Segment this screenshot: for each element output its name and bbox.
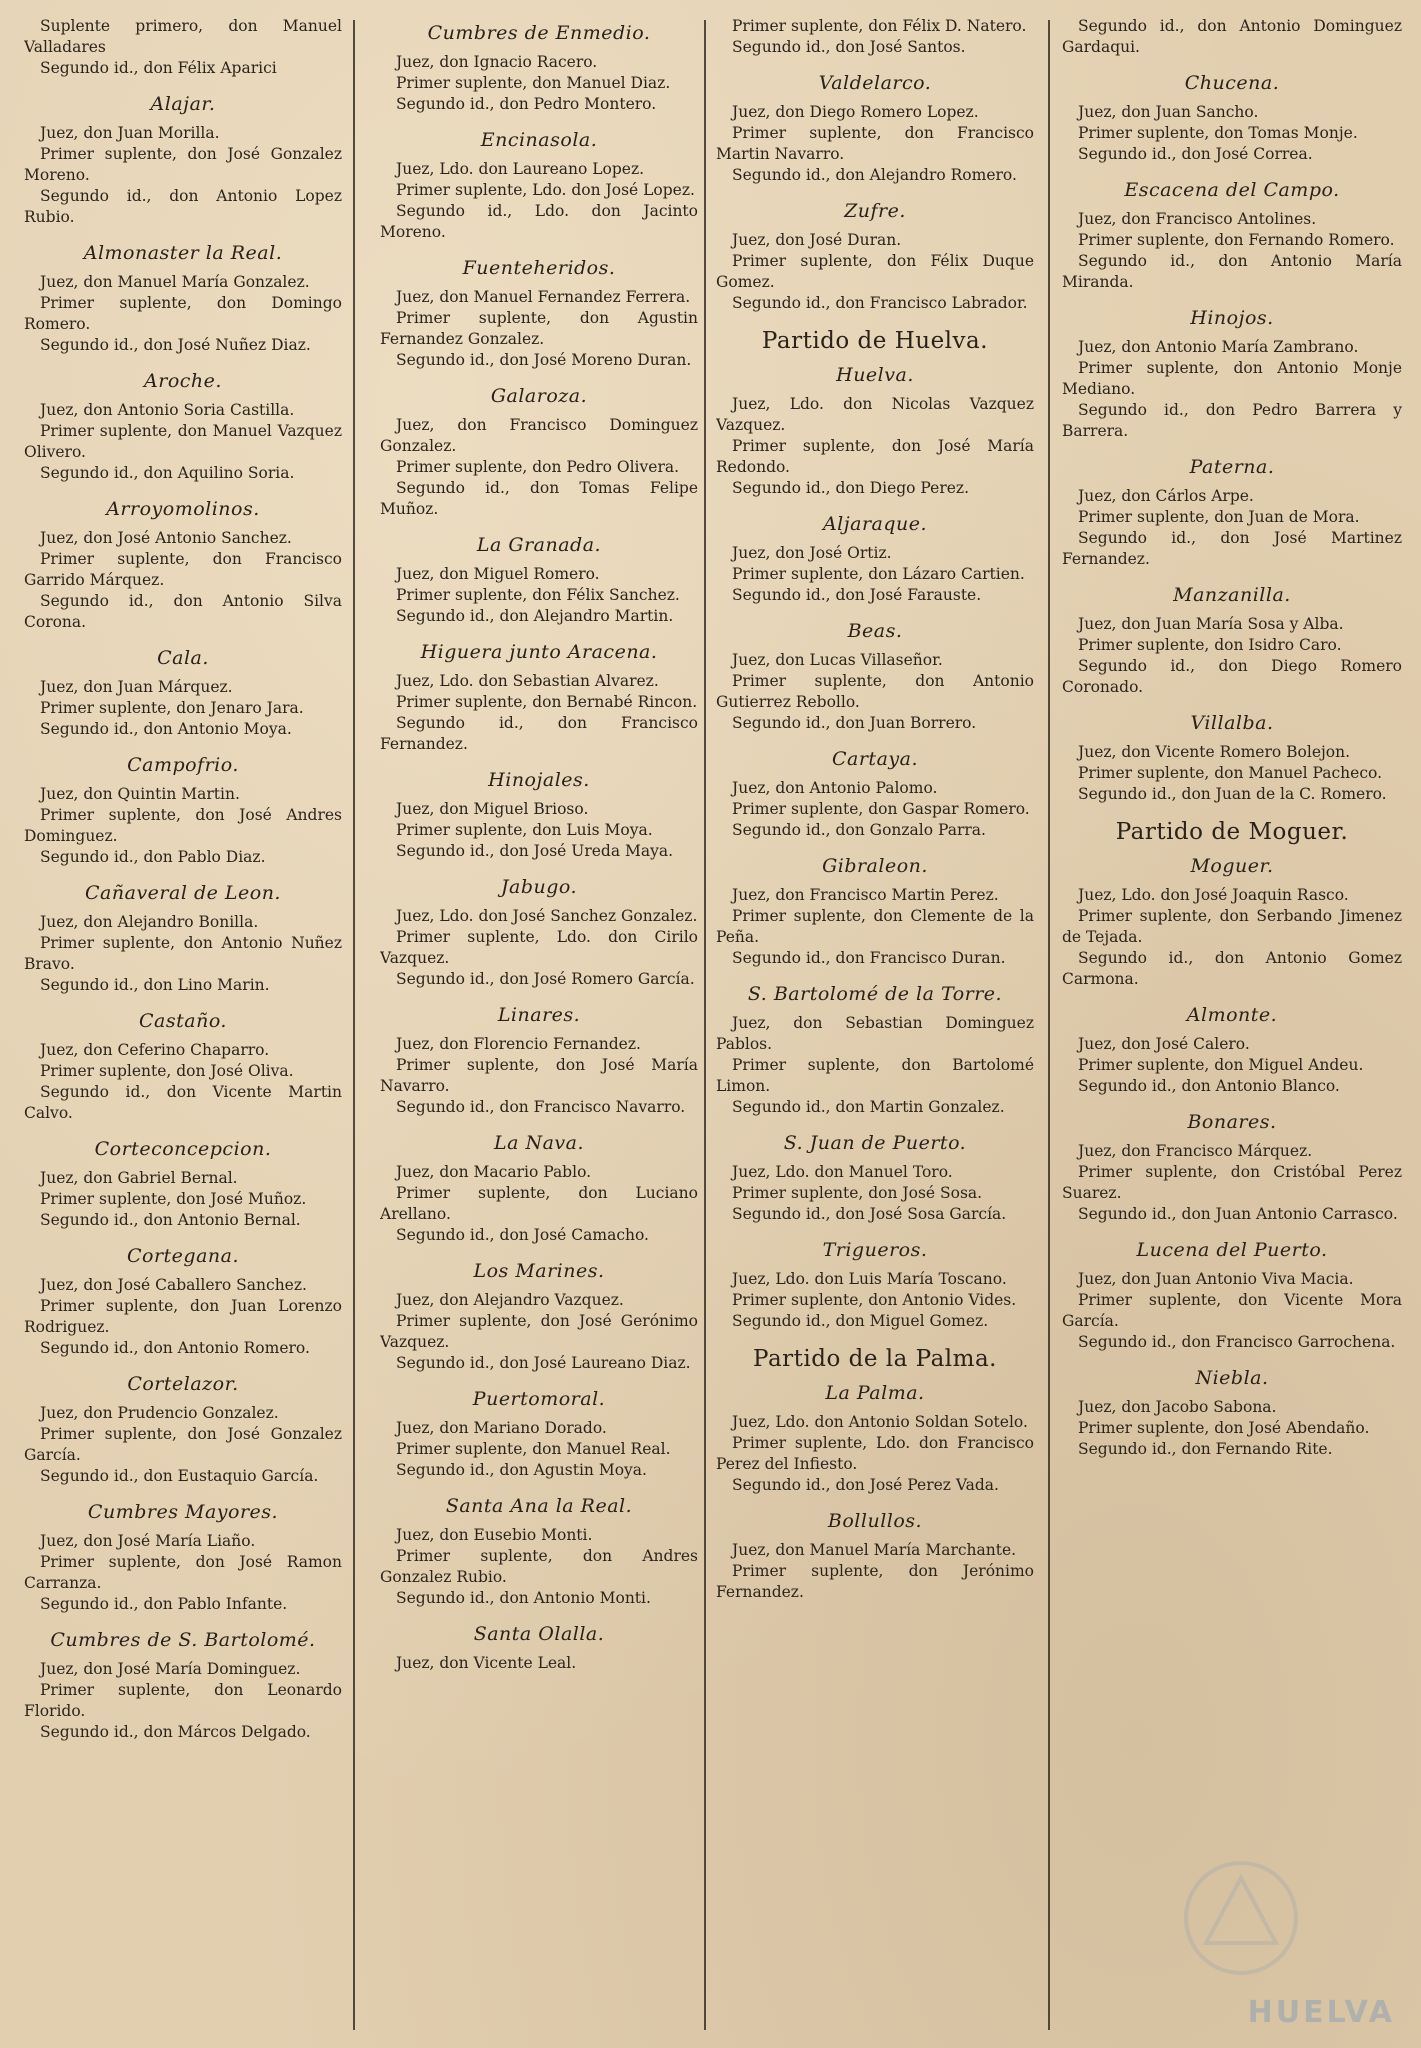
- appointment-entry: Segundo id., don Antonio Bernal.: [40, 1211, 301, 1229]
- appointment-entry: Segundo id., don Antonio Moya.: [40, 720, 292, 738]
- appointment-entry: Juez, don Antonio María Zambrano.: [1078, 338, 1359, 356]
- municipality-heading: Almonte.: [1186, 1004, 1278, 1026]
- appointment-entry: Juez, don Vicente Leal.: [396, 1654, 577, 1672]
- appointment-entry: Primer suplente, don Antonio Monje Mediano.: [1062, 359, 1402, 398]
- municipality-heading: Hinojales.: [488, 769, 590, 791]
- municipality-heading: La Nava.: [493, 1132, 585, 1154]
- municipality-section: [24, 1245, 342, 1359]
- municipality-section: [24, 754, 342, 868]
- municipality-section: [380, 129, 698, 243]
- municipality-heading: Galaroza.: [490, 385, 588, 407]
- municipality-heading: Jabugo.: [500, 876, 578, 898]
- appointment-entry: Primer suplente, don Andres Gonzalez Rubio.: [380, 1547, 698, 1586]
- appointment-entry: Juez, don Miguel Brioso.: [396, 800, 589, 818]
- municipality-heading: S. Juan de Puerto.: [783, 1132, 967, 1154]
- column-rule: [704, 20, 706, 2030]
- appointment-entry: Segundo id., don José Correa.: [1078, 145, 1313, 163]
- municipality-section: [716, 513, 1034, 606]
- municipality-heading: Bonares.: [1187, 1111, 1277, 1133]
- appointment-entry: Juez, don Alejandro Vazquez.: [396, 1291, 624, 1309]
- watermark-text: HUELVA: [1247, 1995, 1395, 2030]
- appointment-entry: Primer suplente, don Luis Moya.: [396, 821, 653, 839]
- appointment-entry: Primer suplente, Ldo. don Francisco Perez del Infiesto.: [716, 1434, 1034, 1473]
- appointment-entry: Primer suplente, don José Gonzalez Moreno.: [24, 145, 342, 184]
- appointment-entry: Juez, don José Calero.: [1078, 1035, 1250, 1053]
- appointment-entry: Primer suplente, don Clemente de la Peña.: [716, 907, 1034, 946]
- municipality-section: [716, 1346, 1034, 1496]
- appointment-entry: Juez, Ldo. don Antonio Soldan Sotelo.: [732, 1413, 1028, 1431]
- municipality-section: [1062, 1004, 1402, 1097]
- appointment-entry: Primer suplente, don José Gonzalez García.: [24, 1425, 342, 1464]
- municipality-heading: Huelva.: [836, 364, 914, 386]
- appointment-entry: Primer suplente, don José Muñoz.: [40, 1190, 307, 1208]
- appointment-entry: Segundo id., don Aquilino Soria.: [40, 464, 295, 482]
- municipality-section: [716, 620, 1034, 734]
- appointment-entry: Primer suplente, don Serbando Jimenez de Tejada.: [1062, 907, 1402, 946]
- appointment-entry: Segundo id., don Francisco Navarro.: [396, 1098, 686, 1116]
- appointment-entry: Segundo id., don Antonio Silva Corona.: [24, 592, 342, 631]
- appointment-entry: Juez, don Ignacio Racero.: [396, 53, 598, 71]
- appointment-entry: Primer suplente, don Manuel Vazquez Olivero.: [24, 422, 342, 461]
- appointment-entry: Primer suplente, don Francisco Garrido Márquez.: [24, 550, 342, 589]
- appointment-entry: Juez, don Lucas Villaseñor.: [732, 651, 943, 669]
- municipality-heading: Valdelarco.: [818, 72, 932, 94]
- appointment-entry: Segundo id., don José Santos.: [732, 38, 966, 56]
- municipality-heading: Zufre.: [844, 200, 906, 222]
- appointment-entry: Juez, don José Ortiz.: [732, 544, 892, 562]
- district-heading: Partido de Moguer.: [1115, 819, 1349, 845]
- municipality-heading: Castaño.: [139, 1010, 227, 1032]
- municipality-section: [24, 1138, 342, 1231]
- appointment-entry: Juez, don Prudencio Gonzalez.: [40, 1404, 279, 1422]
- appointment-entry: Primer suplente, don Félix Sanchez.: [396, 586, 680, 604]
- municipality-heading: Cartaya.: [831, 748, 918, 770]
- municipality-section: [380, 769, 698, 862]
- appointment-entry: Juez, don Francisco Márquez.: [1078, 1142, 1313, 1160]
- appointment-entry: Segundo id., don Francisco Fernandez.: [380, 714, 698, 753]
- appointment-entry: Juez, don José Duran.: [732, 231, 902, 249]
- appointment-entry: Segundo id., don José Ureda Maya.: [396, 842, 674, 860]
- appointment-entry: Juez, Ldo. don Laureano Lopez.: [396, 160, 645, 178]
- appointment-entry: Segundo id., don José Romero García.: [396, 970, 695, 988]
- appointment-entry: Segundo id., don Agustin Moya.: [396, 1461, 647, 1479]
- municipality-heading: Fuenteheridos.: [462, 257, 616, 279]
- municipality-heading: Los Marines.: [473, 1260, 605, 1282]
- column-4: [1062, 16, 1402, 2036]
- municipality-section: [716, 1510, 1034, 1603]
- appointment-entry: Segundo id., don Juan Antonio Carrasco.: [1078, 1205, 1398, 1223]
- municipality-heading: Campofrio.: [127, 754, 239, 776]
- municipality-heading: La Palma.: [825, 1382, 925, 1404]
- appointment-entry: Juez, don Macario Pablo.: [396, 1163, 592, 1181]
- appointment-entry: Segundo id., don Antonio Blanco.: [1078, 1077, 1340, 1095]
- appointment-entry: Juez, don Vicente Romero Bolejon.: [1078, 743, 1351, 761]
- appointment-entry: Juez, don Cárlos Arpe.: [1078, 487, 1254, 505]
- municipality-section: [24, 16, 342, 79]
- municipality-heading: Cumbres Mayores.: [87, 1501, 279, 1523]
- appointment-entry: Juez, don Francisco Dominguez Gonzalez.: [380, 416, 698, 455]
- municipality-heading: Paterna.: [1189, 456, 1275, 478]
- municipality-heading: Escacena del Campo.: [1124, 179, 1340, 201]
- appointment-entry: Primer suplente, don Vicente Mora García.: [1062, 1291, 1402, 1330]
- municipality-heading: Corteconcepcion.: [94, 1138, 272, 1160]
- municipality-heading: Santa Ana la Real.: [445, 1495, 633, 1517]
- municipality-heading: Moguer.: [1190, 855, 1274, 877]
- municipality-section: [380, 876, 698, 990]
- appointment-entry: Primer suplente, don José Gerónimo Vazquez.: [380, 1312, 698, 1351]
- appointment-entry: Segundo id., don Alejandro Romero.: [732, 166, 1017, 184]
- appointment-entry: Primer suplente, don Agustin Fernandez Gonzalez.: [380, 309, 698, 348]
- appointment-entry: Segundo id., Ldo. don Jacinto Moreno.: [380, 202, 698, 241]
- appointment-entry: Segundo id., don Francisco Garrochena.: [1078, 1333, 1396, 1351]
- municipality-heading: Alajar.: [150, 93, 216, 115]
- appointment-entry: Segundo id., don Antonio Monti.: [396, 1589, 651, 1607]
- municipality-heading: Aljaraque.: [822, 513, 928, 535]
- municipality-heading: Cumbres de S. Bartolomé.: [50, 1629, 316, 1651]
- appointment-entry: Segundo id., don José Farauste.: [732, 586, 982, 604]
- appointment-entry: Segundo id., don Diego Romero Coronado.: [1062, 657, 1402, 696]
- appointment-entry: Juez, don Manuel María Marchante.: [732, 1541, 1017, 1559]
- appointment-entry: Juez, don Juan Antonio Viva Macia.: [1078, 1270, 1354, 1288]
- column-3: [716, 16, 1034, 2036]
- appointment-entry: Juez, don Mariano Dorado.: [396, 1419, 607, 1437]
- appointment-entry: Primer suplente, don Antonio Nuñez Bravo.: [24, 934, 342, 973]
- appointment-entry: Primer suplente, don Isidro Caro.: [1078, 636, 1342, 654]
- appointment-entry: Juez, don Sebastian Dominguez Pablos.: [716, 1014, 1034, 1053]
- appointment-entry: Primer suplente, don Fernando Romero.: [1078, 231, 1395, 249]
- appointment-entry: Segundo id., don Pedro Barrera y Barrera.: [1062, 401, 1402, 440]
- municipality-section: [716, 16, 1034, 58]
- appointment-entry: Primer suplente, don Tomas Monje.: [1078, 124, 1358, 142]
- municipality-section: [1062, 712, 1402, 805]
- municipality-heading: Santa Olalla.: [473, 1623, 605, 1645]
- appointment-entry: Primer suplente, don José Abendaño.: [1078, 1419, 1370, 1437]
- district-heading: Partido de Huelva.: [761, 328, 989, 354]
- appointment-entry: Primer suplente, don Cristóbal Perez Suarez.: [1062, 1163, 1402, 1202]
- appointment-entry: Juez, don Antonio Soria Castilla.: [40, 401, 295, 419]
- municipality-section: [1062, 307, 1402, 442]
- municipality-section: [716, 1132, 1034, 1225]
- appointment-entry: Primer suplente, Ldo. don Cirilo Vazquez.: [380, 928, 698, 967]
- appointment-entry: Primer suplente, don José Andres Dominguez.: [24, 806, 342, 845]
- municipality-heading: Cala.: [157, 647, 209, 669]
- municipality-heading: Almonaster la Real.: [83, 242, 283, 264]
- municipality-section: [24, 370, 342, 484]
- appointment-entry: Primer suplente, don Manuel Pacheco.: [1078, 764, 1383, 782]
- appointment-entry: Juez, don Francisco Martin Perez.: [732, 886, 999, 904]
- municipality-heading: Cumbres de Enmedio.: [427, 22, 651, 44]
- appointment-entry: Primer suplente, don Bernabé Rincon.: [396, 693, 698, 711]
- appointment-entry: Juez, don Antonio Palomo.: [732, 779, 938, 797]
- municipality-section: [716, 72, 1034, 186]
- appointment-entry: Segundo id., don Antonio Romero.: [40, 1339, 310, 1357]
- appointment-entry: Segundo id., don Lino Marin.: [40, 976, 270, 994]
- municipality-heading: Lucena del Puerto.: [1136, 1239, 1328, 1261]
- appointment-entry: Segundo id., don Pablo Infante.: [40, 1595, 288, 1613]
- appointment-entry: Primer suplente, don Juan de Mora.: [1078, 508, 1360, 526]
- municipality-section: [716, 748, 1034, 841]
- appointment-entry: Segundo id., don José Perez Vada.: [732, 1476, 999, 1494]
- appointment-entry: Segundo id., don Juan de la C. Romero.: [1078, 785, 1387, 803]
- appointment-entry: Primer suplente, don Luciano Arellano.: [380, 1184, 698, 1223]
- appointment-entry: Juez, don Manuel María Gonzalez.: [40, 273, 310, 291]
- municipality-section: [24, 1501, 342, 1615]
- municipality-section: [380, 534, 698, 627]
- appointment-entry: Primer suplente, don Francisco Martin Navarro.: [716, 124, 1034, 163]
- appointment-entry: Segundo id., don Alejandro Martin.: [396, 607, 674, 625]
- appointment-entry: Segundo id., don Francisco Duran.: [732, 949, 1006, 967]
- appointment-entry: Juez, don Jacobo Sabona.: [1078, 1398, 1277, 1416]
- appointment-entry: Juez, Ldo. don Sebastian Alvarez.: [396, 672, 659, 690]
- municipality-heading: Aroche.: [144, 370, 222, 392]
- appointment-entry: Juez, don Juan Sancho.: [1078, 103, 1259, 121]
- appointment-entry: Primer suplente, don Manuel Real.: [396, 1440, 671, 1458]
- appointment-entry: Primer suplente, don Lázaro Cartien.: [732, 565, 1025, 583]
- municipality-heading: Trigueros.: [822, 1239, 928, 1261]
- municipality-heading: Gibraleon.: [822, 855, 928, 877]
- appointment-entry: Juez, Ldo. don José Joaquin Rasco.: [1078, 886, 1349, 904]
- appointment-entry: Juez, don Alejandro Bonilla.: [40, 913, 259, 931]
- municipality-section: [1062, 1111, 1402, 1225]
- municipality-section: [24, 1629, 342, 1743]
- municipality-heading: Arroyomolinos.: [106, 498, 260, 520]
- appointment-entry: Juez, don José Antonio Sanchez.: [40, 529, 292, 547]
- municipality-section: [380, 1495, 698, 1609]
- appointment-entry: Segundo id., don Juan Borrero.: [732, 714, 977, 732]
- appointment-entry: Primer suplente, don Bartolomé Limon.: [716, 1056, 1034, 1095]
- appointment-entry: Juez, don Diego Romero Lopez.: [732, 103, 979, 121]
- appointment-entry: Juez, don José María Dominguez.: [40, 1660, 301, 1678]
- appointment-entry: Primer suplente, don Félix D. Natero.: [732, 17, 1027, 35]
- municipality-section: [716, 200, 1034, 314]
- appointment-entry: Segundo id., don Pablo Diaz.: [40, 848, 266, 866]
- appointment-entry: Segundo id., don Miguel Gomez.: [732, 1312, 989, 1330]
- appointment-entry: Juez, don Ceferino Chaparro.: [40, 1041, 270, 1059]
- appointment-entry: Primer suplente, don Juan Lorenzo Rodriguez.: [24, 1297, 342, 1336]
- appointment-entry: Primer suplente, don José Oliva.: [40, 1062, 294, 1080]
- appointment-entry: Segundo id., don Márcos Delgado.: [40, 1723, 311, 1741]
- municipality-section: [380, 641, 698, 755]
- municipality-section: [380, 1260, 698, 1374]
- appointment-entry: Juez, don Juan María Sosa y Alba.: [1078, 615, 1344, 633]
- municipality-heading: Bollullos.: [827, 1510, 923, 1532]
- appointment-entry: Primer suplente, don Antonio Gutierrez Rebollo.: [716, 672, 1034, 711]
- appointment-entry: Juez, don José Caballero Sanchez.: [40, 1276, 307, 1294]
- municipality-heading: La Granada.: [476, 534, 602, 556]
- appointment-entry: Segundo id., don Vicente Martin Calvo.: [24, 1083, 342, 1122]
- appointment-entry: Primer suplente, don Antonio Vides.: [732, 1291, 1017, 1309]
- appointment-entry: Primer suplente, Ldo. don José Lopez.: [396, 181, 695, 199]
- appointment-entry: Segundo id., don Antonio Dominguez Gardaqui.: [1062, 17, 1402, 56]
- municipality-heading: Encinasola.: [480, 129, 598, 151]
- municipality-section: [24, 882, 342, 996]
- municipality-section: [716, 855, 1034, 969]
- appointment-entry: Segundo id., don José Camacho.: [396, 1226, 649, 1244]
- appointment-entry: Juez, don Gabriel Bernal.: [40, 1169, 238, 1187]
- municipality-heading: S. Bartolomé de la Torre.: [747, 983, 1003, 1005]
- appointment-entry: Juez, don Florencio Fernandez.: [396, 1035, 641, 1053]
- appointment-entry: Primer suplente, don Gaspar Romero.: [732, 800, 1030, 818]
- appointment-entry: Segundo id., don Francisco Labrador.: [732, 294, 1028, 312]
- appointment-entry: Segundo id., don Diego Perez.: [732, 479, 970, 497]
- appointment-entry: Segundo id., don Antonio Gomez Carmona.: [1062, 949, 1402, 988]
- municipality-section: [380, 257, 698, 371]
- appointment-entry: Segundo id., don Félix Aparici: [40, 59, 277, 77]
- appointment-entry: Suplente primero, don Manuel Valladares: [24, 17, 342, 56]
- municipality-heading: Manzanilla.: [1173, 584, 1291, 606]
- appointment-entry: Segundo id., don José Laureano Diaz.: [396, 1354, 691, 1372]
- municipality-heading: Linares.: [497, 1004, 581, 1026]
- municipality-heading: Hinojos.: [1190, 307, 1274, 329]
- appointment-entry: Primer suplente, don Jerónimo Fernandez.: [716, 1562, 1034, 1601]
- appointment-entry: Segundo id., don Gonzalo Parra.: [732, 821, 986, 839]
- municipality-section: [24, 647, 342, 740]
- appointment-entry: Primer suplente, don Jenaro Jara.: [40, 699, 304, 717]
- column-rule: [353, 20, 355, 2030]
- appointment-entry: Juez, don Juan Márquez.: [40, 678, 233, 696]
- municipality-section: [716, 983, 1034, 1118]
- municipality-section: [1062, 819, 1402, 990]
- appointment-entry: Segundo id., don Antonio María Miranda.: [1062, 252, 1402, 291]
- appointment-entry: Juez, don Eusebio Monti.: [396, 1526, 593, 1544]
- appointment-entry: Primer suplente, don José Ramon Carranza.: [24, 1553, 342, 1592]
- municipality-section: [716, 1239, 1034, 1332]
- appointment-entry: Juez, don Juan Morilla.: [40, 124, 220, 142]
- municipality-section: [380, 1388, 698, 1481]
- municipality-section: [24, 1010, 342, 1124]
- municipality-heading: Chucena.: [1184, 72, 1280, 94]
- appointment-entry: Juez, don Francisco Antolines.: [1078, 210, 1317, 228]
- appointment-entry: Segundo id., don José Sosa García.: [732, 1205, 1007, 1223]
- municipality-heading: Cañaveral de Leon.: [85, 882, 281, 904]
- appointment-entry: Primer suplente, don Félix Duque Gomez.: [716, 252, 1034, 291]
- appointment-entry: Juez, Ldo. don Nicolas Vazquez Vazquez.: [716, 395, 1034, 434]
- municipality-heading: Puertomoral.: [472, 1388, 606, 1410]
- municipality-section: [716, 328, 1034, 499]
- archive-seal-watermark: [1131, 1848, 1391, 2018]
- municipality-heading: Beas.: [847, 620, 903, 642]
- appointment-entry: Juez, Ldo. don José Sanchez Gonzalez.: [396, 907, 698, 925]
- municipality-heading: Cortegana.: [126, 1245, 240, 1267]
- municipality-section: [380, 385, 698, 520]
- appointment-entry: Juez, Ldo. don Manuel Toro.: [732, 1163, 953, 1181]
- municipality-section: [24, 93, 342, 228]
- municipality-section: [1062, 1367, 1402, 1460]
- appointment-entry: Segundo id., don Fernando Rite.: [1078, 1440, 1333, 1458]
- appointment-entry: Juez, don Manuel Fernandez Ferrera.: [396, 288, 691, 306]
- appointment-entry: Segundo id., don Eustaquio García.: [40, 1467, 319, 1485]
- appointment-entry: Primer suplente, don José Sosa.: [732, 1184, 983, 1202]
- municipality-section: [24, 498, 342, 633]
- municipality-section: [1062, 16, 1402, 58]
- municipality-section: [1062, 584, 1402, 698]
- appointment-entry: Segundo id., don Antonio Lopez Rubio.: [24, 187, 342, 226]
- appointment-entry: Primer suplente, don José María Navarro.: [380, 1056, 698, 1095]
- appointment-entry: Primer suplente, don Leonardo Florido.: [24, 1681, 342, 1720]
- column-1: [24, 16, 342, 2036]
- appointment-entry: Juez, Ldo. don Luis María Toscano.: [732, 1270, 1007, 1288]
- district-heading: Partido de la Palma.: [753, 1346, 997, 1372]
- column-2: [380, 16, 698, 2036]
- municipality-heading: Higuera junto Aracena.: [420, 641, 658, 663]
- appointment-entry: Juez, don José María Liaño.: [40, 1532, 256, 1550]
- appointment-entry: Primer suplente, don Manuel Diaz.: [396, 74, 671, 92]
- municipality-section: [380, 1004, 698, 1118]
- municipality-section: [380, 1623, 698, 1674]
- appointment-entry: Primer suplente, don Miguel Andeu.: [1078, 1056, 1364, 1074]
- appointment-entry: Primer suplente, don Pedro Olivera.: [396, 458, 680, 476]
- appointment-entry: Segundo id., don Tomas Felipe Muñoz.: [380, 479, 698, 518]
- municipality-heading: Niebla.: [1195, 1367, 1269, 1389]
- municipality-section: [380, 1132, 698, 1246]
- appointment-entry: Juez, don Miguel Romero.: [396, 565, 600, 583]
- appointment-entry: Segundo id., don Pedro Montero.: [396, 95, 657, 113]
- municipality-heading: Villalba.: [1190, 712, 1274, 734]
- appointment-entry: Segundo id., don José Moreno Duran.: [396, 351, 692, 369]
- appointment-entry: Segundo id., don José Martinez Fernandez.: [1062, 529, 1402, 568]
- appointment-entry: Segundo id., don José Nuñez Diaz.: [40, 336, 311, 354]
- municipality-section: [1062, 1239, 1402, 1353]
- municipality-heading: Cortelazor.: [127, 1373, 239, 1395]
- appointment-entry: Primer suplente, don Domingo Romero.: [24, 294, 342, 333]
- municipality-section: [24, 242, 342, 356]
- appointment-entry: Primer suplente, don José María Redondo.: [716, 437, 1034, 476]
- municipality-section: [1062, 456, 1402, 570]
- municipality-section: [24, 1373, 342, 1487]
- municipality-section: [380, 22, 698, 115]
- column-rule: [1048, 20, 1050, 2030]
- appointment-entry: Juez, don Quintin Martin.: [40, 785, 240, 803]
- municipality-section: [1062, 179, 1402, 293]
- municipality-section: [1062, 72, 1402, 165]
- appointment-entry: Segundo id., don Martin Gonzalez.: [732, 1098, 1005, 1116]
